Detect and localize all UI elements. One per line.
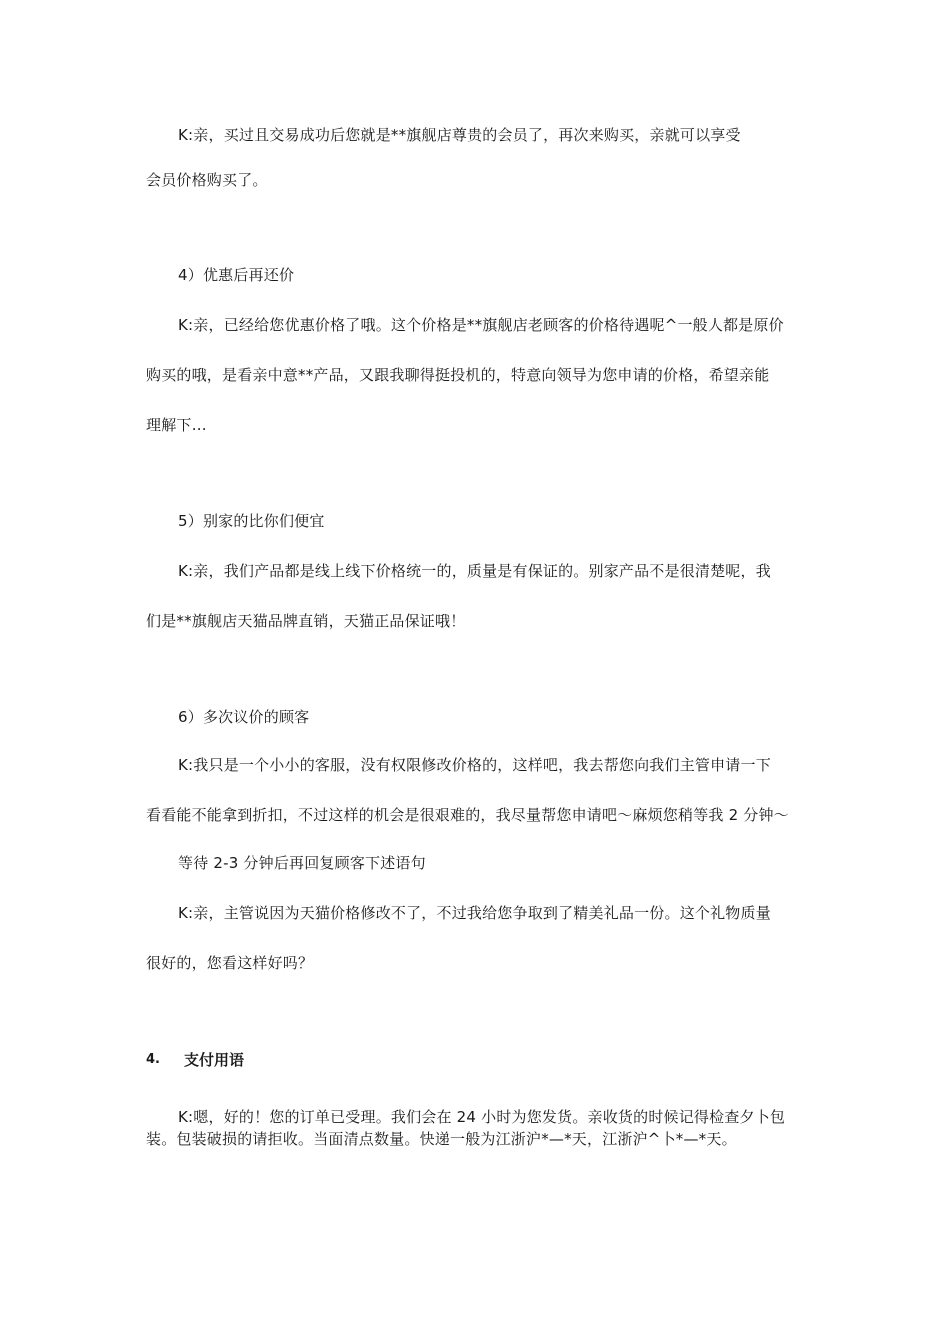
item-6-line-2: 看看能不能拿到折扣，不过这样的机会是很艰难的，我尽量帮您申请吧〜麻烦您稍等我 2 分钟〜 <box>146 806 789 824</box>
item-6-heading: 6）多次议价的顾客 <box>178 708 310 726</box>
item-4-line-3: 理解下… <box>146 416 207 434</box>
section-4-line-1: K:嗯，好的！您的订单已受理。我们会在 24 小时为您发货。亲收货的时候记得检查夕卜包 <box>178 1108 786 1126</box>
section-4-title: 支付用语 <box>184 1051 245 1069</box>
member-reply-line-1: K:亲，买过且交易成功后您就是**旗舰店尊贵的会员了，再次来购买，亲就可以享受 <box>178 126 741 144</box>
item-4-line-2: 购买的哦，是看亲中意**产品，又跟我聊得挺投机的，特意向领导为您申请的价格，希望亲能 <box>146 366 770 384</box>
item-5-heading: 5）别家的比你们便宜 <box>178 512 325 530</box>
item-6-line-4: K:亲，主管说因为天猫价格修改不了，不过我给您争取到了精美礼品一份。这个礼物质量 <box>178 904 771 922</box>
item-4-heading: 4）优惠后再还价 <box>178 266 295 284</box>
member-reply-line-2: 会员价格购买了。 <box>146 171 268 189</box>
item-5-line-2: 们是**旗舰店天猫品牌直销，天猫正品保证哦！ <box>146 612 466 630</box>
section-4-line-2: 装。包装破损的请拒收。当面清点数量。快递一般为江浙沪*—*天，江浙沪^卜*—*天。 <box>146 1130 737 1148</box>
item-4-line-1: K:亲，已经给您优惠价格了哦。这个价格是**旗舰店老顾客的价格待遇呢^一般人都是原价 <box>178 316 784 334</box>
section-4-number: 4. <box>146 1052 160 1067</box>
item-6-line-1: K:我只是一个小小的客服，没有权限修改价格的，这样吧，我去帮您向我们主管申请一下 <box>178 756 771 774</box>
item-6-line-3: 等待 2-3 分钟后再回复顾客下述语句 <box>178 854 426 872</box>
item-6-line-5: 很好的，您看这样好吗？ <box>146 954 314 972</box>
item-5-line-1: K:亲，我们产品都是线上线下价格统一的，质量是有保证的。别家产品不是很清楚呢，我 <box>178 562 771 580</box>
